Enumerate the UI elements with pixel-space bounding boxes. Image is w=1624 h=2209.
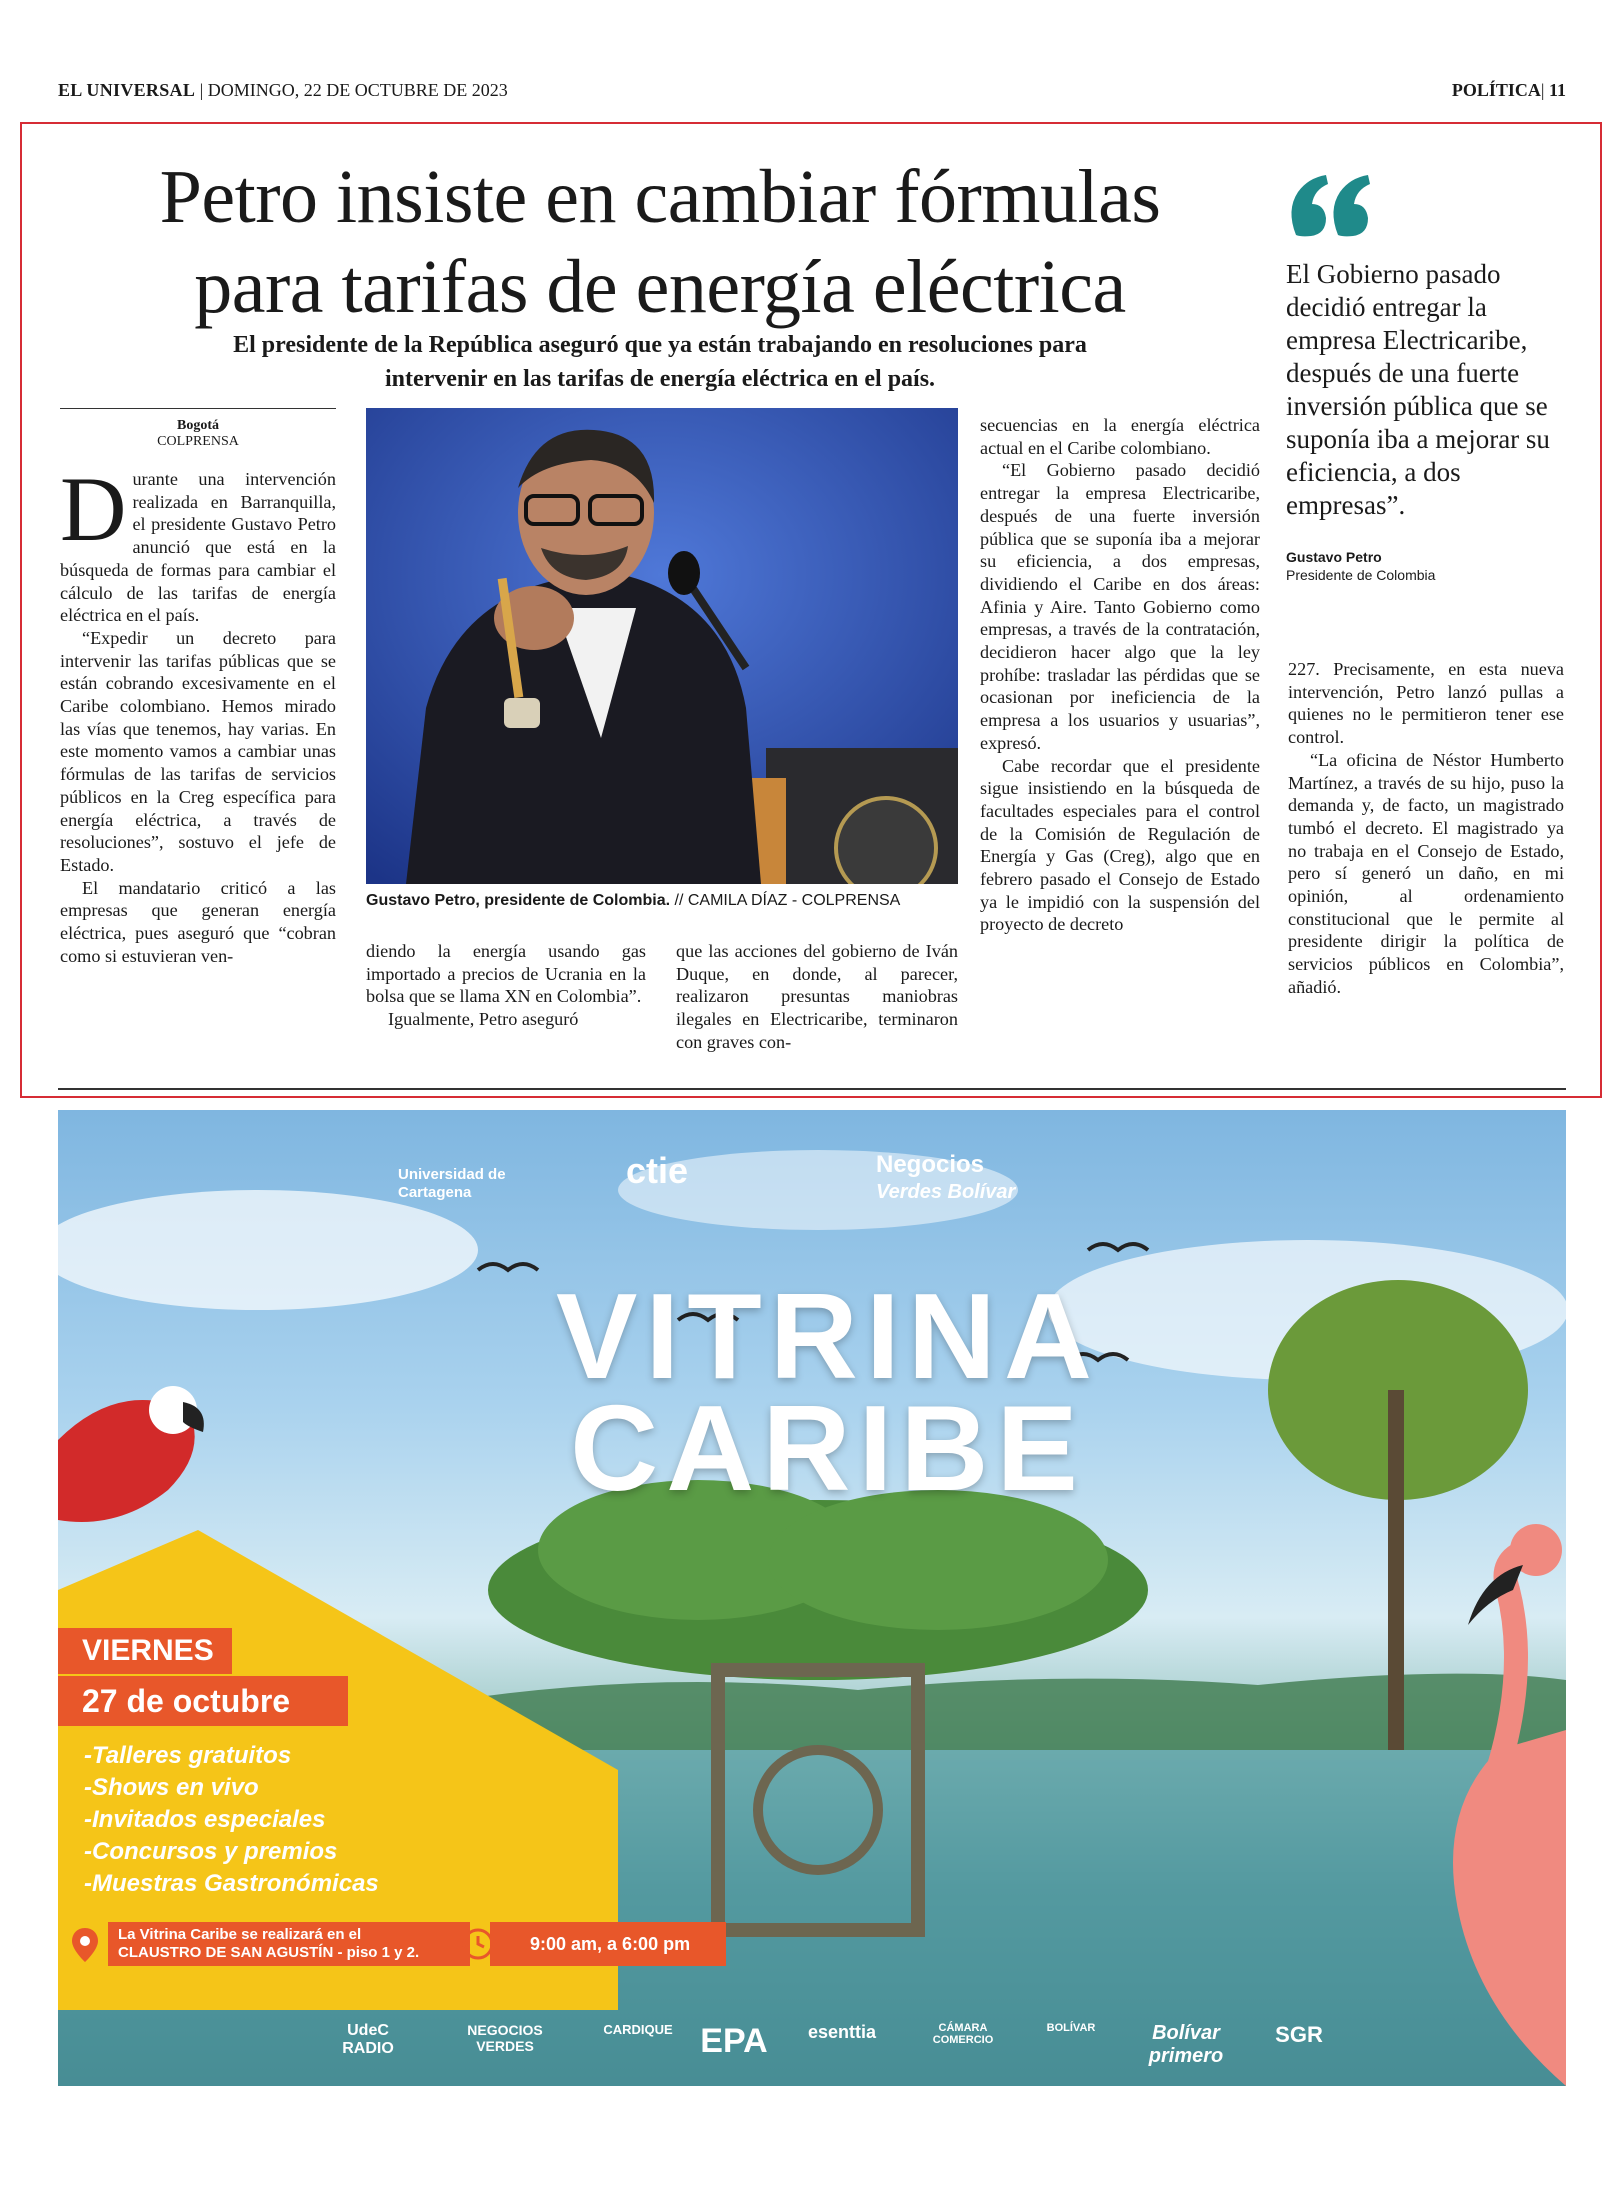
- issue-date: DOMINGO, 22 DE OCTUBRE DE 2023: [207, 80, 508, 100]
- byline: [60, 418, 336, 450]
- headline-line-1: Petro insiste en cambiar fórmulas: [159, 155, 1161, 239]
- deck-line-1: El presidente de la República aseguró que ya están trabajando en resoluciones para: [233, 332, 1087, 358]
- article-headline: [60, 152, 1260, 332]
- activity-item: -Muestras Gastronómicas: [84, 1870, 379, 1897]
- event-time: 9:00 am, a 6:00 pm: [490, 1922, 726, 1966]
- header-separator: |: [1540, 80, 1545, 100]
- event-date: 27 de octubre: [58, 1676, 348, 1726]
- location-pin-icon: [72, 1928, 98, 1962]
- header-right: [1452, 80, 1566, 101]
- event-activities: [84, 1740, 379, 1900]
- header-separator: |: [199, 80, 204, 100]
- page-header: [58, 80, 1566, 102]
- partner-logo: CÁMARA COMERCIO: [932, 2022, 994, 2046]
- activity-item: -Talleres gratuitos: [84, 1742, 292, 1769]
- body-paragraph: “Expedir un decreto para intervenir las tarifas públicas que se están cobrando excesivamente en el Caribe colombiano. Hemos mirado las vías que tenemos, hay varias. En este momento vamos a cambiar unas fórmulas de las tarifas de servicios públicos en la Creg específica para energía eléctrica, a través de resoluciones”, sostuvo el jefe de Estado.: [60, 627, 336, 875]
- pull-quote: El Gobierno pasado decidió entregar la empresa Electricaribe, después de una fuerte inversión pública que se suponía iba a mejorar su eficiencia, a dos empresas”.: [1286, 259, 1550, 520]
- quote-mark-icon: [1286, 170, 1376, 240]
- body-paragraph: Igualmente, Petro aseguró: [388, 1009, 579, 1030]
- activity-item: -Invitados especiales: [84, 1806, 326, 1833]
- body-paragraph: 227. Precisamente, en esta nueva intervención, Petro lanzó pullas a quienes no le permitieron tener ese control.: [1288, 659, 1564, 748]
- partner-logo: Bolívar primero: [1148, 2022, 1224, 2067]
- body-paragraph: “El Gobierno pasado decidió entregar la empresa Electricaribe, después de una fuerte inversión pública que se suponía iba a mejorar su eficiencia, a dos empresas, dividiendo el Caribe en dos áreas: Afinia y Aire. Tanto Gobierno como empresas, a través de la contratación, decidieron hacer algo que la ley prohíbe: trasladar las pérdidas que se ocasionan por ineficiencia de la empresa a los usuarios y usuarias”, expresó.: [980, 460, 1260, 753]
- vitrina-caribe-ad: [58, 1110, 1566, 2086]
- partner-logo: NEGOCIOS VERDES: [467, 2022, 543, 2054]
- photo-illustration: [366, 408, 958, 884]
- partner-logo: CARDIQUE: [603, 2022, 673, 2037]
- body-paragraph: El mandatario criticó a las empresas que generan energía eléctrica, pues aseguró que “cobran como si estuvieran ven-: [60, 877, 336, 966]
- ad-title-line-1: VITRINA: [556, 1268, 1100, 1404]
- body-paragraph: secuencias en la energía eléctrica actual en el Caribe colombiano.: [980, 415, 1260, 458]
- article-column-3: [676, 940, 958, 1054]
- partner-logo: esenttia: [807, 2022, 877, 2042]
- logo-negocios-verdes: [876, 1152, 1015, 1205]
- logo-universidad: Universidad de Cartagena: [398, 1166, 506, 1201]
- pull-quote-author: Gustavo Petro: [1286, 549, 1382, 565]
- article-deck: [160, 328, 1160, 396]
- caption-credit: // CAMILA DÍAZ - COLPRENSA: [670, 892, 901, 909]
- logo-negocios-line-1: Negocios: [876, 1151, 985, 1178]
- newspaper-name: EL UNIVERSAL: [58, 80, 196, 100]
- page-number: 11: [1548, 80, 1566, 100]
- photo-caption: [366, 892, 958, 910]
- partner-logo: EPA: [700, 2022, 768, 2060]
- article-bottom-rule: [58, 1088, 1566, 1090]
- logo-ctie: ctie: [626, 1150, 689, 1191]
- ad-title-line-2: CARIBE: [570, 1380, 1086, 1516]
- partner-logos: [58, 2010, 1566, 2086]
- location-line-2: CLAUSTRO DE SAN AGUSTÍN - piso 1 y 2.: [118, 1944, 420, 1961]
- partner-logo: SGR: [1275, 2022, 1323, 2047]
- article-column-2: [366, 940, 646, 1031]
- location-line-1: La Vitrina Caribe se realizará en el: [118, 1926, 362, 1943]
- event-day: VIERNES: [58, 1628, 232, 1674]
- byline-rule: [60, 408, 336, 409]
- pull-quote-role: Presidente de Colombia: [1286, 567, 1436, 583]
- headline-line-2: para tarifas de energía eléctrica: [194, 245, 1126, 329]
- body-paragraph: Cabe recordar que el presidente sigue insistiendo en la búsqueda de facultades especiales para el control de la Comisión de Regulación de Energía y Gas (Creg), algo que en febrero pasado el Consejo de Estado ya le impidió con la suspensión del proyecto de decreto: [980, 755, 1260, 935]
- body-paragraph: diendo la energía usando gas importado a precios de Ucrania en la bolsa que se llama XN en Colombia”.: [366, 941, 646, 1007]
- body-paragraph: que las acciones del gobierno de Iván Duque, en donde, al parecer, realizaron presuntas maniobras ilegales en Electricaribe, terminaron con graves con-: [676, 941, 958, 1052]
- ad-title: [528, 1268, 1128, 1516]
- activity-item: -Concursos y premios: [84, 1838, 338, 1865]
- paragraph-text: urante una intervención realizada en Barranquilla, el presidente Gustavo Petro anunció que está en la búsqueda de formas para cambiar el cálculo de las tarifas de energía eléctrica en el país.: [60, 469, 336, 626]
- partner-logo: UdeC RADIO: [342, 2022, 394, 2057]
- partner-logo: BOLÍVAR: [1046, 2022, 1096, 2034]
- article-column-5: [1288, 658, 1564, 999]
- article-photo: [366, 408, 958, 884]
- article-column-4: [980, 414, 1260, 936]
- article-column-1: [60, 458, 336, 967]
- drop-cap: D: [60, 458, 127, 560]
- header-left: [58, 80, 508, 101]
- body-paragraph: [60, 458, 336, 627]
- deck-line-2: intervenir en las tarifas de energía eléctrica en el país.: [384, 366, 936, 392]
- caption-text: Gustavo Petro, presidente de Colombia.: [366, 892, 671, 909]
- body-paragraph: “La oficina de Néstor Humberto Martínez, a través de su hijo, puso la demanda y, de facto, un magistrado tumbó el decreto. El magistrado ya no trabaja en el Consejo de Estado, pero sí generó un daño, en mi opinión, al ordenamiento constitucional que le permite al presidente dirigir la política de servicios públicos en Colombia”, añadió.: [1288, 749, 1564, 997]
- section-name: POLÍTICA: [1451, 80, 1541, 100]
- activity-item: -Shows en vivo: [84, 1774, 259, 1801]
- pull-quote-attribution: [1286, 548, 1435, 584]
- logo-negocios-line-2: Verdes Bolívar: [876, 1181, 1016, 1203]
- event-location: [108, 1922, 470, 1966]
- byline-city: Bogotá: [177, 418, 219, 433]
- byline-agency: COLPRENSA: [157, 434, 239, 449]
